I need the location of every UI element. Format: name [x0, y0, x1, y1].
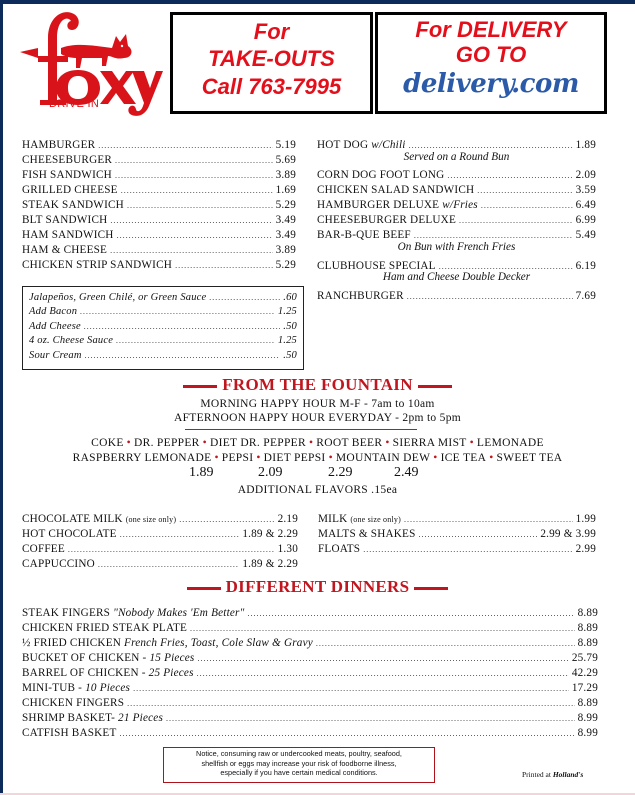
dinner-item: MINI-TUB - 10 Pieces ..... 17.29	[22, 681, 598, 696]
food-safety-notice: Notice, consuming raw or undercooked meats, poultry, seafood, shellfish or eggs may increase your risk of foodborne illness, especially if you have certain medical conditions.	[163, 747, 435, 783]
takeout-line1: For	[253, 19, 290, 44]
menu-item: FISH SANDWICH ..... 3.89	[22, 168, 296, 183]
menu-item: CLUBHOUSE SPECIAL ..... 6.19	[317, 259, 596, 274]
dinner-item: CHICKEN FINGERS ..... 8.89	[22, 696, 598, 711]
menu-item: CHICKEN SALAD SANDWICH ..... 3.59	[317, 183, 596, 198]
foxy-logo	[16, 8, 164, 118]
beverage-item: MALTS & SHAKES ..... 2.99 & 3.99	[318, 527, 596, 542]
addon-item: Sour Cream ..... .50	[29, 349, 297, 363]
logo-tagline: DRIVE IN	[49, 98, 100, 110]
dinner-item: CHICKEN FRIED STEAK PLATE ..... 8.89	[22, 621, 598, 636]
drinks-line-1: COKE • DR. PEPPER • DIET DR. PEPPER • ROOT BEER • SIERRA MIST • LEMONADE	[91, 437, 544, 449]
menu-item: BLT SANDWICH ..... 3.49	[22, 213, 296, 228]
takeout-phone: Call 763-7995	[201, 74, 342, 99]
menu-item: CHEESEBURGER ..... 5.69	[22, 153, 296, 168]
happy-hour-morning: MORNING HAPPY HOUR M-F - 7am to 10am	[200, 398, 435, 410]
delivery-box	[375, 12, 607, 114]
menu-item: GRILLED CHEESE ..... 1.69	[22, 183, 296, 198]
size-price: 2.49	[394, 465, 419, 480]
menu-item: HAMBURGER DELUXE w/Fries ..... 6.49	[317, 198, 596, 213]
section-title-dinners: DIFFERENT DINNERS	[0, 577, 635, 597]
menu-item: HAM & CHEESE ..... 3.89	[22, 243, 296, 258]
size-price: 1.89	[189, 465, 214, 480]
dinner-item: BARREL OF CHICKEN - 25 Pieces ..... 42.29	[22, 666, 598, 681]
menu-item: HAMBURGER ..... 5.19	[22, 138, 296, 153]
addon-item: Jalapeños, Green Chilé, or Green Sauce ..... .60	[29, 291, 297, 305]
size-price: 2.09	[258, 465, 283, 480]
beverage-item: CAPPUCCINO ..... 1.89 & 2.29	[22, 557, 298, 572]
frame-top-border	[0, 0, 635, 4]
item-description: Served on a Round Bun	[403, 151, 510, 163]
additional-flavors: ADDITIONAL FLAVORS .15ea	[237, 484, 398, 496]
menu-item: HOT DOG w/Chili ..... 1.89	[317, 138, 596, 153]
addon-item: Add Cheese ..... .50	[29, 320, 297, 334]
addons-box	[22, 286, 304, 370]
dinner-item: BUCKET OF CHICKEN - 15 Pieces ..... 25.79	[22, 651, 598, 666]
dinner-item: SHRIMP BASKET- 21 Pieces ..... 8.99	[22, 711, 598, 726]
item-description: Ham and Cheese Double Decker	[382, 271, 531, 283]
happy-hour-afternoon: AFTERNOON HAPPY HOUR EVERYDAY - 2pm to 5pm	[173, 412, 462, 424]
delivery-line1: For DELIVERY	[415, 17, 567, 42]
beverage-item: MILK (one size only) ..... 1.99	[318, 512, 596, 527]
menu-item: RANCHBURGER ..... 7.69	[317, 289, 596, 304]
drinks-line-2: RASPBERRY LEMONADE • PEPSI • DIET PEPSI • MOUNTAIN DEW • ICE TEA • SWEET TEA	[72, 452, 563, 464]
menu-item: BAR-B-QUE BEEF ..... 5.49	[317, 228, 596, 243]
delivery-com-link[interactable]: delivery.com	[403, 69, 579, 99]
menu-item: HAM SANDWICH ..... 3.49	[22, 228, 296, 243]
beverage-item: FLOATS ..... 2.99	[318, 542, 596, 557]
delivery-line2: GO TO	[455, 42, 527, 67]
printed-credit: Printed at Holland's	[522, 770, 584, 779]
menu-item: CHICKEN STRIP SANDWICH ..... 5.29	[22, 258, 296, 273]
section-title-fountain: FROM THE FOUNTAIN	[0, 375, 635, 395]
addon-item: 4 oz. Cheese Sauce ..... 1.25	[29, 334, 297, 348]
addon-item: Add Bacon ..... 1.25	[29, 305, 297, 319]
size-price: 2.29	[328, 465, 353, 480]
menu-item: CORN DOG FOOT LONG ..... 2.09	[317, 168, 596, 183]
menu-item: CHEESEBURGER DELUXE ..... 6.99	[317, 213, 596, 228]
beverage-item: COFFEE ..... 1.30	[22, 542, 298, 557]
beverage-item: CHOCOLATE MILK (one size only) ..... 2.19	[22, 512, 298, 527]
dinner-item: CATFISH BASKET ..... 8.99	[22, 726, 598, 741]
item-description: On Bun with French Fries	[397, 241, 516, 253]
dinner-item: STEAK FINGERS "Nobody Makes 'Em Better" ..... 8.89	[22, 606, 598, 621]
divider	[185, 429, 417, 430]
beverage-item: HOT CHOCOLATE ..... 1.89 & 2.29	[22, 527, 298, 542]
takeout-line2: TAKE-OUTS	[208, 46, 335, 71]
menu-item: STEAK SANDWICH ..... 5.29	[22, 198, 296, 213]
takeout-call-box	[170, 12, 373, 114]
dinner-item: ½ FRIED CHICKEN French Fries, Toast, Cole Slaw & Gravy ..... 8.89	[22, 636, 598, 651]
